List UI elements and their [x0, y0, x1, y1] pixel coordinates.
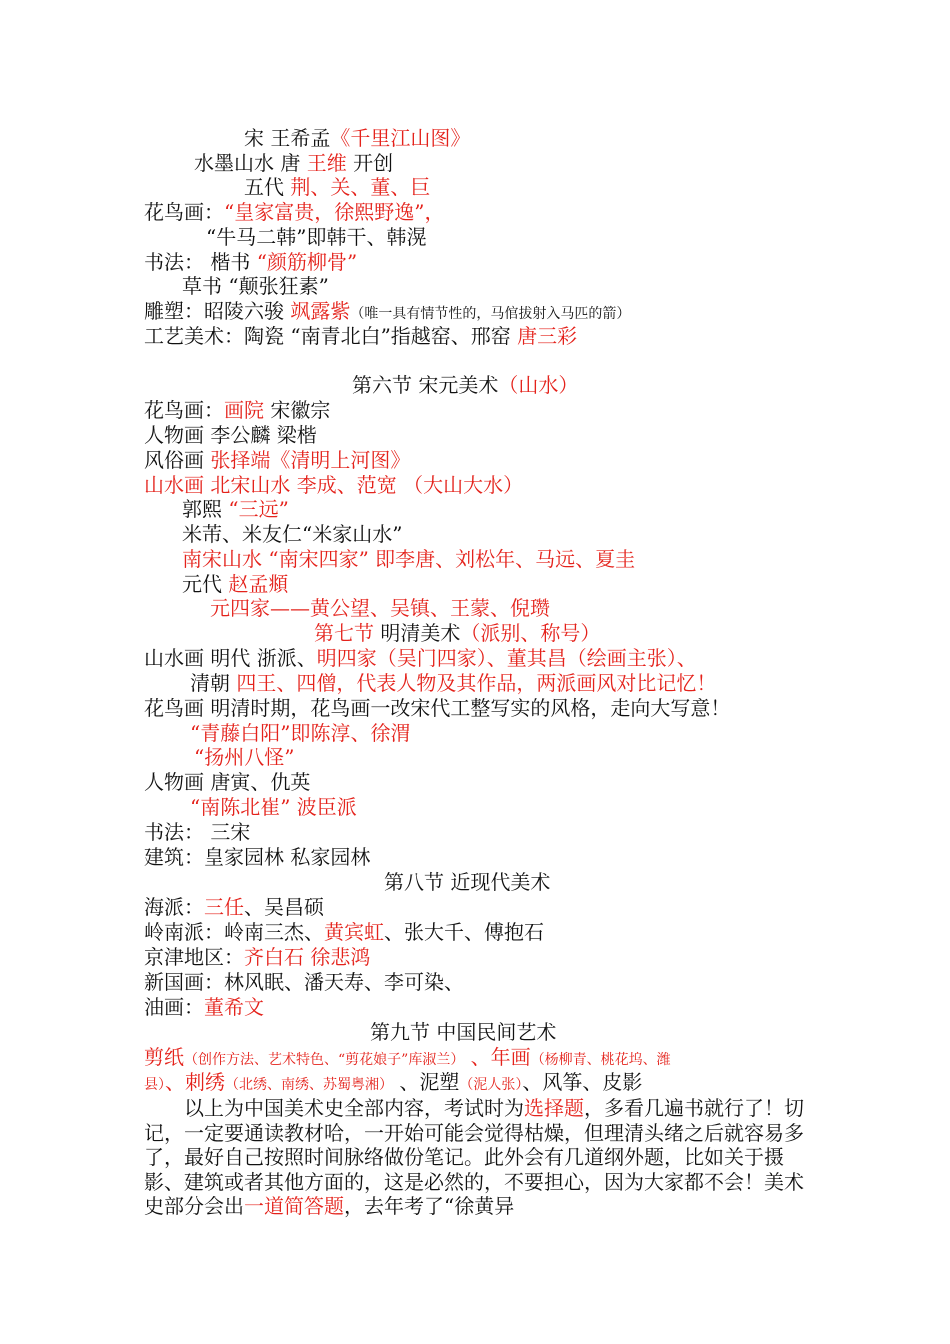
text-segment: 元代 — [182, 572, 229, 596]
text-line — [144, 895, 324, 919]
text-segment: 、吴昌硕 — [244, 895, 324, 919]
text-segment: 第六节 宋元美术 — [352, 373, 499, 397]
text-line — [206, 225, 426, 249]
text-line — [352, 373, 578, 397]
text-segment: 宋 王希孟 — [244, 126, 331, 150]
text-line — [144, 398, 330, 422]
text-segment: “扬州八怪” — [194, 745, 295, 769]
text-segment: 人物画 唐寅、仇英 — [144, 770, 311, 794]
text-line — [144, 1045, 671, 1072]
text-line — [144, 646, 697, 670]
text-segment: 王维 — [306, 151, 347, 175]
text-segment: 《千里江山图》 — [330, 126, 471, 150]
text-segment: 人物画 李公麟 梁楷 — [144, 423, 317, 447]
text-segment: 、刺绣 — [165, 1070, 225, 1094]
text-segment: 花鸟画： — [144, 398, 224, 422]
text-line — [182, 547, 635, 571]
text-segment: “皇家富贵，徐熙野逸”， — [224, 200, 445, 224]
text-segment: 四王、四僧，代表人物及其作品，两派画风对比记忆！ — [236, 671, 717, 695]
text-line — [144, 770, 310, 794]
text-segment: 齐白石 徐悲鸿 — [244, 945, 371, 969]
text-segment: 唐三彩 — [517, 324, 578, 348]
text-line — [384, 870, 550, 894]
text-line — [182, 572, 288, 596]
text-segment: （杨柳青、桃花坞、潍 — [530, 1052, 671, 1068]
text-line — [190, 721, 410, 745]
text-segment: 郭熙 — [182, 497, 229, 521]
text-line — [144, 970, 464, 994]
text-segment: 董希文 — [204, 995, 264, 1019]
text-segment: 草书 “颠张狂素” — [182, 274, 329, 298]
text-segment: 油画： — [144, 995, 204, 1019]
text-segment: 米芾、米友仁“米家山水” — [182, 522, 403, 546]
text-line — [190, 671, 716, 695]
text-segment: 荆、关、董、巨 — [290, 175, 431, 199]
paragraph-segment: ，去年考了“徐黄异 — [344, 1194, 515, 1218]
text-line — [182, 274, 329, 298]
text-segment: 风俗画 — [144, 448, 211, 472]
text-segment: “牛马二韩”即韩干、韩滉 — [206, 225, 427, 249]
text-segment: 开创 — [346, 151, 394, 175]
text-segment: 建筑：皇家园林 私家园林 — [144, 845, 371, 869]
text-line — [182, 522, 402, 546]
text-line — [144, 473, 523, 497]
text-line — [144, 200, 444, 224]
text-line — [194, 745, 294, 769]
paragraph-segment: 一道简答题 — [244, 1194, 344, 1218]
text-line — [144, 423, 317, 447]
text-segment: 山水画 北宋山水 李成、范宽 （大山大水） — [144, 473, 524, 497]
paragraph-segment: 以上为中国美术史全部内容，考试时为 — [184, 1096, 524, 1120]
text-line — [144, 945, 370, 969]
text-line — [144, 845, 370, 869]
text-segment: 水墨山水 唐 — [194, 151, 307, 175]
text-segment: “颜筋柳骨” — [256, 250, 358, 274]
text-segment: “青藤白阳”即陈淳、徐渭 — [190, 721, 411, 745]
text-segment: 京津地区： — [144, 945, 244, 969]
text-segment: （北绣、南绣、苏蜀粤湘） — [225, 1077, 393, 1093]
text-line — [144, 820, 250, 844]
text-segment: “南陈北崔” 波臣派 — [190, 795, 357, 819]
text-line — [144, 920, 544, 944]
closing-paragraph — [144, 1096, 806, 1219]
paragraph-segment: 选择题 — [524, 1096, 584, 1120]
text-line — [144, 299, 630, 326]
text-segment: 清朝 — [190, 671, 237, 695]
text-segment: 第七节 — [314, 621, 374, 645]
text-segment: 宋徽宗 — [264, 398, 331, 422]
text-segment: 明四家（吴门四家）、董其昌（绘画主张）、 — [316, 646, 697, 670]
text-line — [194, 151, 393, 175]
text-segment: 新国画：林风眠、潘天寿、李可染、 — [144, 970, 464, 994]
text-segment: 飒露紫 — [290, 299, 351, 323]
text-segment: 赵孟頫 — [228, 572, 289, 596]
text-segment: 剪纸 — [144, 1045, 184, 1069]
text-segment: （派别、称号） — [460, 621, 601, 645]
text-segment: 工艺美术：陶瓷 “南青北白”指越窑、邢窑 — [144, 324, 518, 348]
text-line — [244, 126, 470, 150]
text-line — [370, 1020, 556, 1044]
text-segment: （山水） — [498, 373, 579, 397]
text-segment: “三远” — [228, 497, 289, 521]
text-segment: （泥人张） — [459, 1077, 523, 1093]
text-segment: （唯一具有情节性的，马倌拔射入马匹的箭） — [350, 306, 631, 322]
text-line — [144, 696, 730, 720]
text-line — [210, 596, 550, 620]
paragraph-segment: ，多看几遍书就行了！切记，一定要通读教材哈，一开始可能会觉得枯燥，但理清头绪之后就容易多了，最好自己按照时间脉络做份笔记。此外会有几道纲外题，比如关于摄影、建筑或者其他方面的，这是必然的，不要担心，因为大家都不会！美术史部分会出 — [144, 1096, 804, 1218]
text-line — [144, 324, 577, 348]
text-segment: 第八节 近现代美术 — [384, 870, 551, 894]
text-segment: 、泥塑 — [393, 1070, 460, 1094]
text-segment: 张择端《清明上河图》 — [210, 448, 411, 472]
text-line — [144, 1070, 642, 1097]
text-segment: 元四家——黄公望、吴镇、王蒙、倪瓒 — [210, 596, 550, 620]
text-segment: 画院 — [224, 398, 264, 422]
text-segment: 岭南派：岭南三杰、 — [144, 920, 324, 944]
text-segment: 书法： 三宋 — [144, 820, 251, 844]
text-segment: 、张大千、傅抱石 — [384, 920, 544, 944]
text-segment: 南宋山水 “南宋四家” 即李唐、刘松年、马远、夏圭 — [182, 547, 636, 571]
text-line — [190, 795, 357, 819]
text-segment: 三任 — [204, 895, 244, 919]
text-segment: 五代 — [244, 175, 291, 199]
text-segment: 第九节 中国民间艺术 — [370, 1020, 557, 1044]
text-segment: 海派： — [144, 895, 204, 919]
text-line — [182, 497, 289, 521]
text-segment: （创作方法、艺术特色、“剪花娘子”库淑兰） — [184, 1052, 465, 1068]
text-segment: 山水画 明代 浙派、 — [144, 646, 317, 670]
text-segment: 雕塑：昭陵六骏 — [144, 299, 291, 323]
text-segment: 、风筝、皮影 — [522, 1070, 643, 1094]
text-segment: 明清美术 — [374, 621, 461, 645]
text-segment: 县） — [144, 1077, 165, 1093]
text-line — [144, 448, 410, 472]
text-segment: 花鸟画： — [144, 200, 224, 224]
text-segment: 黄宾虹 — [324, 920, 384, 944]
text-line — [314, 621, 600, 645]
text-line — [144, 995, 264, 1019]
text-segment: 、年画 — [464, 1045, 531, 1069]
text-line — [244, 175, 430, 199]
text-segment: 花鸟画 明清时期，花鸟画一改宋代工整写实的风格，走向大写意！ — [144, 696, 731, 720]
text-segment: 书法： 楷书 — [144, 250, 257, 274]
text-line — [144, 250, 357, 274]
